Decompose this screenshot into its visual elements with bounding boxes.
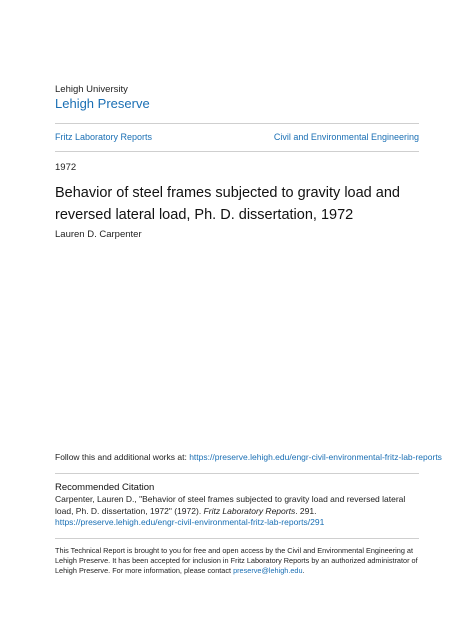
author-name: Lauren D. Carpenter — [55, 229, 142, 240]
repository-link[interactable]: Lehigh Preserve — [55, 96, 150, 111]
follow-prefix: Follow this and additional works at: — [55, 452, 190, 462]
access-notice — [55, 546, 425, 576]
citation-number: . 291. — [295, 505, 317, 516]
collection-link[interactable]: https://preserve.lehigh.edu/engr-civil-environmental-fritz-lab-reports — [189, 452, 442, 462]
divider — [55, 151, 419, 152]
publication-year: 1972 — [55, 162, 77, 173]
series-link[interactable]: Fritz Laboratory Reports — [55, 132, 153, 142]
contact-email-link[interactable]: preserve@lehigh.edu — [233, 566, 303, 575]
divider — [55, 473, 419, 474]
follow-line — [55, 452, 442, 462]
department-link[interactable]: Civil and Environmental Engineering — [273, 132, 419, 142]
divider — [55, 123, 419, 124]
notice-text: This Technical Report is brought to you for free and open access by the Civil and Environmental Engineering at Lehigh Preserve. It has been accepted for inclusion in Fritz Laboratory Reports by an authorized administrator of Lehigh Preserve. For more information, please contact — [55, 546, 418, 575]
document-title: Behavior of steel frames subjected to gravity load and reversed lateral load, Ph. D. dissertation, 1972 — [55, 185, 400, 223]
citation-journal: Fritz Laboratory Reports — [203, 505, 296, 516]
citation-link[interactable]: https://preserve.lehigh.edu/engr-civil-environmental-fritz-lab-reports/291 — [55, 517, 325, 527]
recommended-citation-heading: Recommended Citation — [55, 482, 155, 493]
citation-text — [55, 494, 425, 529]
notice-end: . — [302, 566, 305, 575]
institution-name: Lehigh University — [55, 84, 128, 95]
citation-body: Carpenter, Lauren D., "Behavior of steel frames subjected to gravity load and reversed lateral load, Ph. D. dissertation, 1972" (1972). — [55, 494, 406, 516]
divider — [55, 538, 419, 539]
